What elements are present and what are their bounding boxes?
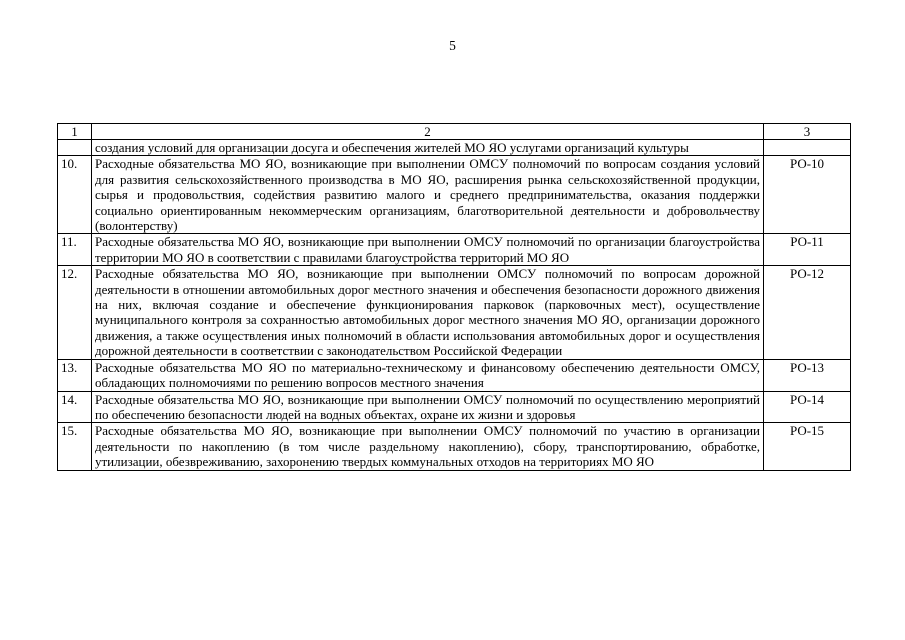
row-number: 12. — [58, 266, 92, 359]
row-code — [764, 140, 851, 156]
row-code: РО-14 — [764, 391, 851, 423]
row-number — [58, 140, 92, 156]
header-col-2: 2 — [92, 124, 764, 140]
row-code: РО-13 — [764, 359, 851, 391]
table-row — [58, 266, 851, 359]
table-row — [58, 423, 851, 470]
table-row — [58, 140, 851, 156]
table-row — [58, 359, 851, 391]
row-number: 14. — [58, 391, 92, 423]
row-number: 10. — [58, 156, 92, 234]
row-code: РО-12 — [764, 266, 851, 359]
table-header-row — [58, 124, 851, 140]
row-description: Расходные обязательства МО ЯО, возникающие при выполнении ОМСУ полномочий по вопросам создания условий для развития сельскохозяйственного производства в МО ЯО, расширения рынка сельскохозяйственной продукции, сырья и продовольствия, содействия развитию малого и среднего предпринимательства, оказания поддержки социально ориентированным некоммерческим организациям, благотворительной деятельности и добровольчеству (волонтерству) — [92, 156, 764, 234]
table-row — [58, 234, 851, 266]
table-row — [58, 391, 851, 423]
row-description: Расходные обязательства МО ЯО, возникающие при выполнении ОМСУ полномочий по вопросам дорожной деятельности в отношении автомобильных дорог местного значения и обеспечения безопасности дорожного движения на них, включая создание и обеспечение функционирования парковок (парковочных мест), осуществление муниципального контроля за сохранностью автомобильных дорог местного значения МО ЯО, организации дорожного движения, а также осуществления иных полномочий в области использования автомобильных дорог и осуществления дорожной деятельности в соответствии с законодательством Российской Федерации — [92, 266, 764, 359]
row-description: Расходные обязательства МО ЯО, возникающие при выполнении ОМСУ полномочий по осуществлению мероприятий по обеспечению безопасности людей на водных объектах, охране их жизни и здоровья — [92, 391, 764, 423]
header-col-1: 1 — [58, 124, 92, 140]
row-description: Расходные обязательства МО ЯО, возникающие при выполнении ОМСУ полномочий по участию в организации деятельности по накоплению (в том числе раздельному накоплению), сбору, транспортированию, обработке, утилизации, обезвреживанию, захоронению твердых коммунальных отходов на территориях МО ЯО — [92, 423, 764, 470]
row-description: создания условий для организации досуга и обеспечения жителей МО ЯО услугами организаций культуры — [92, 140, 764, 156]
table-row — [58, 156, 851, 234]
row-number: 11. — [58, 234, 92, 266]
header-col-3: 3 — [764, 124, 851, 140]
obligations-table — [57, 123, 851, 471]
row-description: Расходные обязательства МО ЯО, возникающие при выполнении ОМСУ полномочий по организации благоустройства территории МО ЯО в соответствии с правилами благоустройства территорий МО ЯО — [92, 234, 764, 266]
row-code: РО-15 — [764, 423, 851, 470]
row-number: 13. — [58, 359, 92, 391]
page-number: 5 — [449, 38, 456, 53]
row-code: РО-10 — [764, 156, 851, 234]
row-code: РО-11 — [764, 234, 851, 266]
row-description: Расходные обязательства МО ЯО по материально-техническому и финансовому обеспечению деятельности ОМСУ, обладающих полномочиями по решению вопросов местного значения — [92, 359, 764, 391]
row-number: 15. — [58, 423, 92, 470]
